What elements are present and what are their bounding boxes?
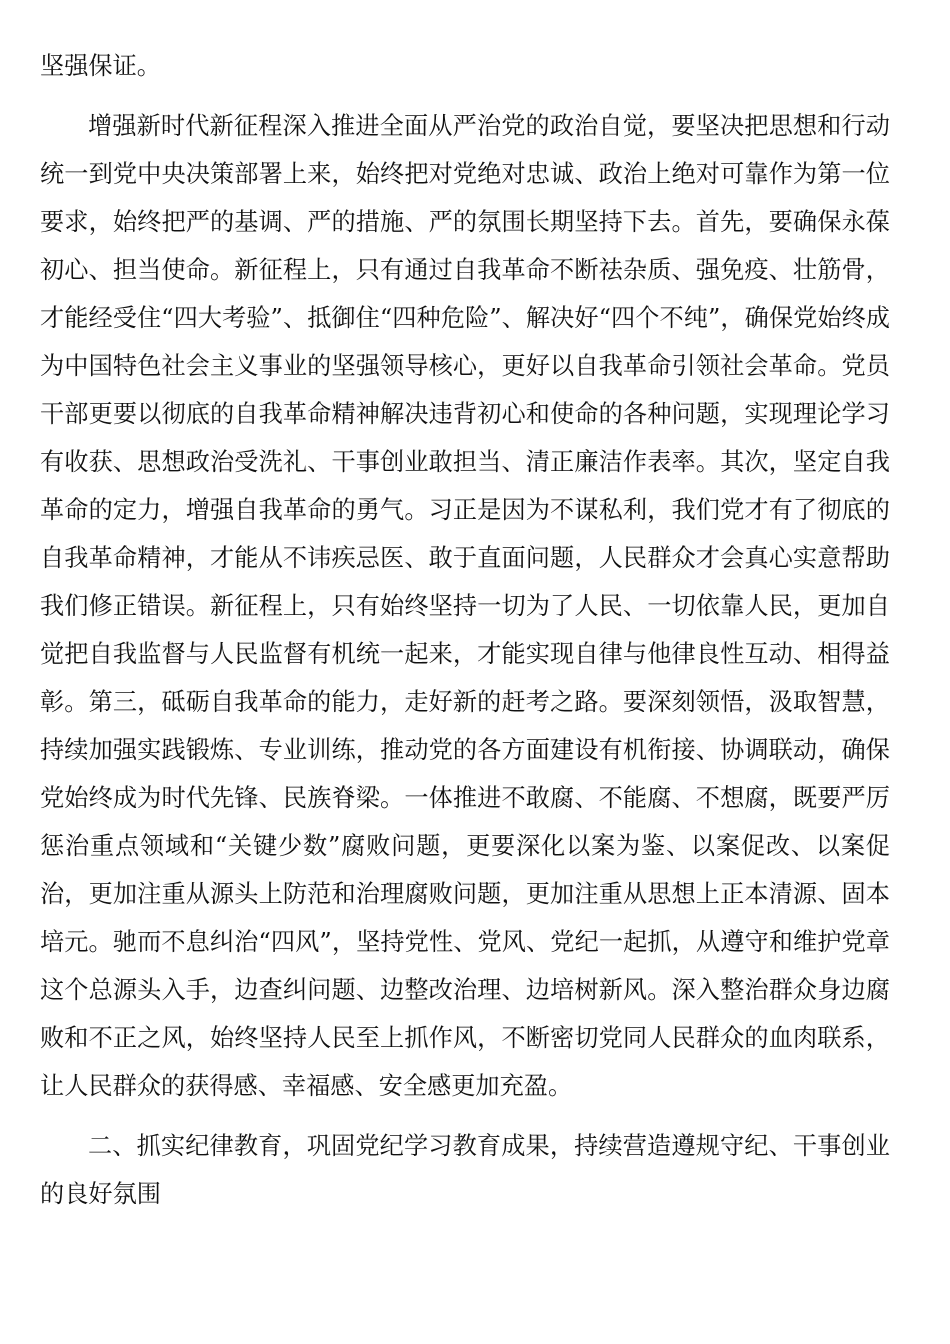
section-heading: 二、抓实纪律教育，巩固党纪学习教育成果，持续营造遵规守纪、干事创业的良好氛围 [40,1132,890,1208]
paragraph-continuation: 坚强保证。 [40,52,161,80]
document-page [40,42,890,1218]
paragraph-main: 增强新时代新征程深入推进全面从严治党的政治自觉，要坚决把思想和行动统一到党中央决策部署上来，始终把对党绝对忠诚、政治上绝对可靠作为第一位要求，始终把严的基调、严的措施、严的氛围长期坚持下去。首先，要确保永葆初心、担当使命。新征程上，只有通过自我革命不断祛杂质、强免疫、壮筋骨，才能经受住“四大考验”、抵御住“四种危险”、解决好“四个不纯”，确保党始终成为中国特色社会主义事业的坚强领导核心，更好以自我革命引领社会革命。党员干部更要以彻底的自我革命精神解决违背初心和使命的各种问题，实现理论学习有收获、思想政治受洗礼、干事创业敢担当、清正廉洁作表率。其次，坚定自我革命的定力，增强自我革命的勇气。习正是因为不谋私利，我们党才有了彻底的自我革命精神，才能从不讳疾忌医、敢于直面问题，人民群众才会真心实意帮助我们修正错误。新征程上，只有始终坚持一切为了人民、一切依靠人民，更加自觉把自我监督与人民监督有机统一起来，才能实现自律与他律良性互动、相得益彰。第三，砥砺自我革命的能力，走好新的赶考之路。要深刻领悟，汲取智慧，持续加强实践锻炼、专业训练，推动党的各方面建设有机衔接、协调联动，确保党始终成为时代先锋、民族脊梁。一体推进不敢腐、不能腐、不想腐，既要严厉惩治重点领域和“关键少数”腐败问题，更要深化以案为鉴、以案促改、以案促治，更加注重从源头上防范和治理腐败问题，更加注重从思想上正本清源、固本培元。驰而不息纠治“四风”，坚持党性、党风、党纪一起抓，从遵守和维护党章这个总源头入手，边查纠问题、边整改治理、边培树新风。深入整治群众身边腐败和不正之风，始终坚持人民至上抓作风，不断密切党同人民群众的血肉联系，让人民群众的获得感、幸福感、安全感更加充盈。 [40,112,890,1100]
